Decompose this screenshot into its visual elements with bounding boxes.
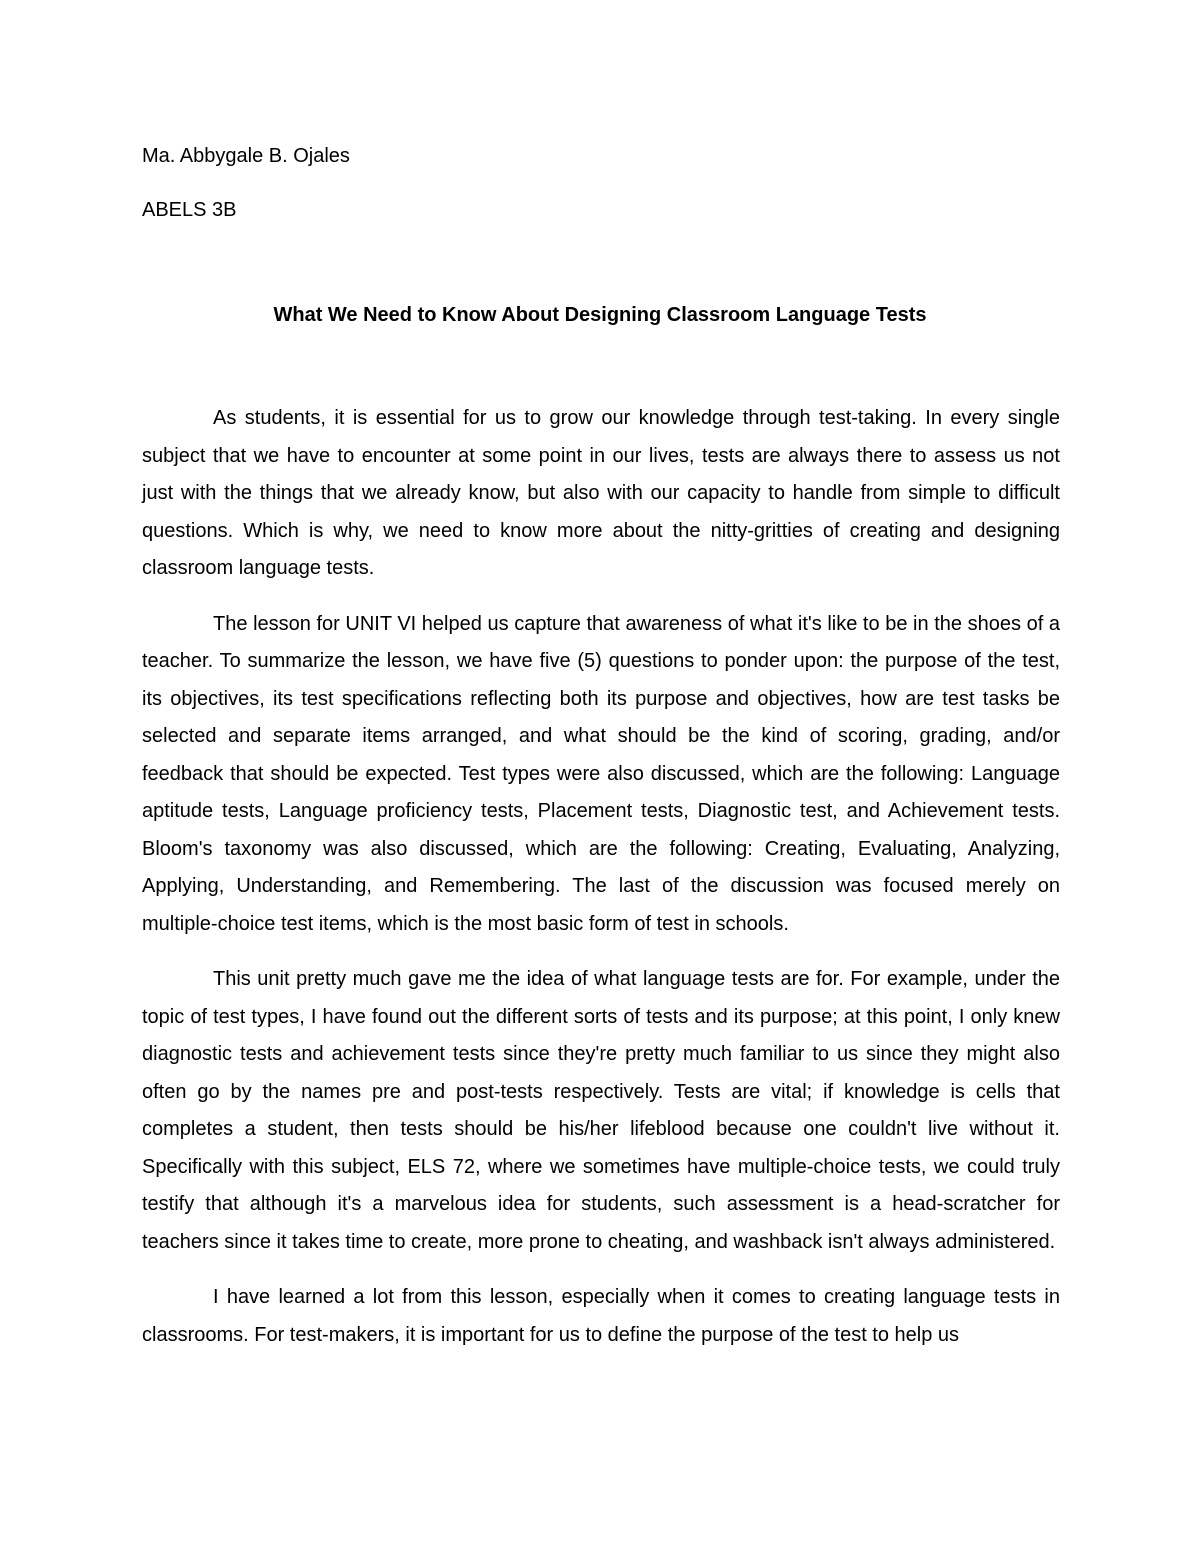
author-name: Ma. Abbygale B. Ojales bbox=[142, 145, 350, 167]
paragraph-2: The lesson for UNIT VI helped us capture that awareness of what it's like to be in the shoes of a teacher. To summarize the lesson, we have five (5) questions to ponder upon: the purpose of the test, its objectives, its test specifications reflecting both its purpose and objectives, how are test tasks be selected and separate items arranged, and what should be the kind of scoring, grading, and/or feedback that should be expected. Test types were also discussed, which are the following: Language aptitude tests, Language proficiency tests, Placement tests, Diagnostic test, and Achievement tests. Bloom's taxonomy was also discussed, which are the following: Creating, Evaluating, Analyzing, Applying, Understanding, and Remembering. The last of the discussion was focused merely on multiple-choice test items, which is the most basic form of test in schools. bbox=[142, 612, 1060, 935]
essay-title: What We Need to Know About Designing Classroom Language Tests bbox=[273, 304, 927, 326]
essay-body bbox=[142, 400, 1060, 1372]
class-section: ABELS 3B bbox=[142, 199, 237, 221]
paragraph-4: I have learned a lot from this lesson, especially when it comes to creating language tests in classrooms. For test-makers, it is important for us to define the purpose of the test to help us bbox=[142, 1286, 1060, 1346]
paragraph-1: As students, it is essential for us to grow our knowledge through test-taking. In every single subject that we have to encounter at some point in our lives, tests are always there to assess us not just with the things that we already know, but also with our capacity to handle from simple to difficult questions. Which is why, we need to know more about the nitty-gritties of creating and designing classroom language tests. bbox=[142, 407, 1060, 579]
paragraph-3: This unit pretty much gave me the idea of what language tests are for. For example, under the topic of test types, I have found out the different sorts of tests and its purpose; at this point, I only knew diagnostic tests and achievement tests since they're pretty much familiar to us since they might also often go by the names pre and post-tests respectively. Tests are vital; if knowledge is cells that completes a student, then tests should be his/her lifeblood because one couldn't live without it. Specifically with this subject, ELS 72, where we sometimes have multiple-choice tests, we could truly testify that although it's a marvelous idea for students, such assessment is a head-scratcher for teachers since it takes time to create, more prone to cheating, and washback isn't always administered. bbox=[142, 968, 1060, 1253]
